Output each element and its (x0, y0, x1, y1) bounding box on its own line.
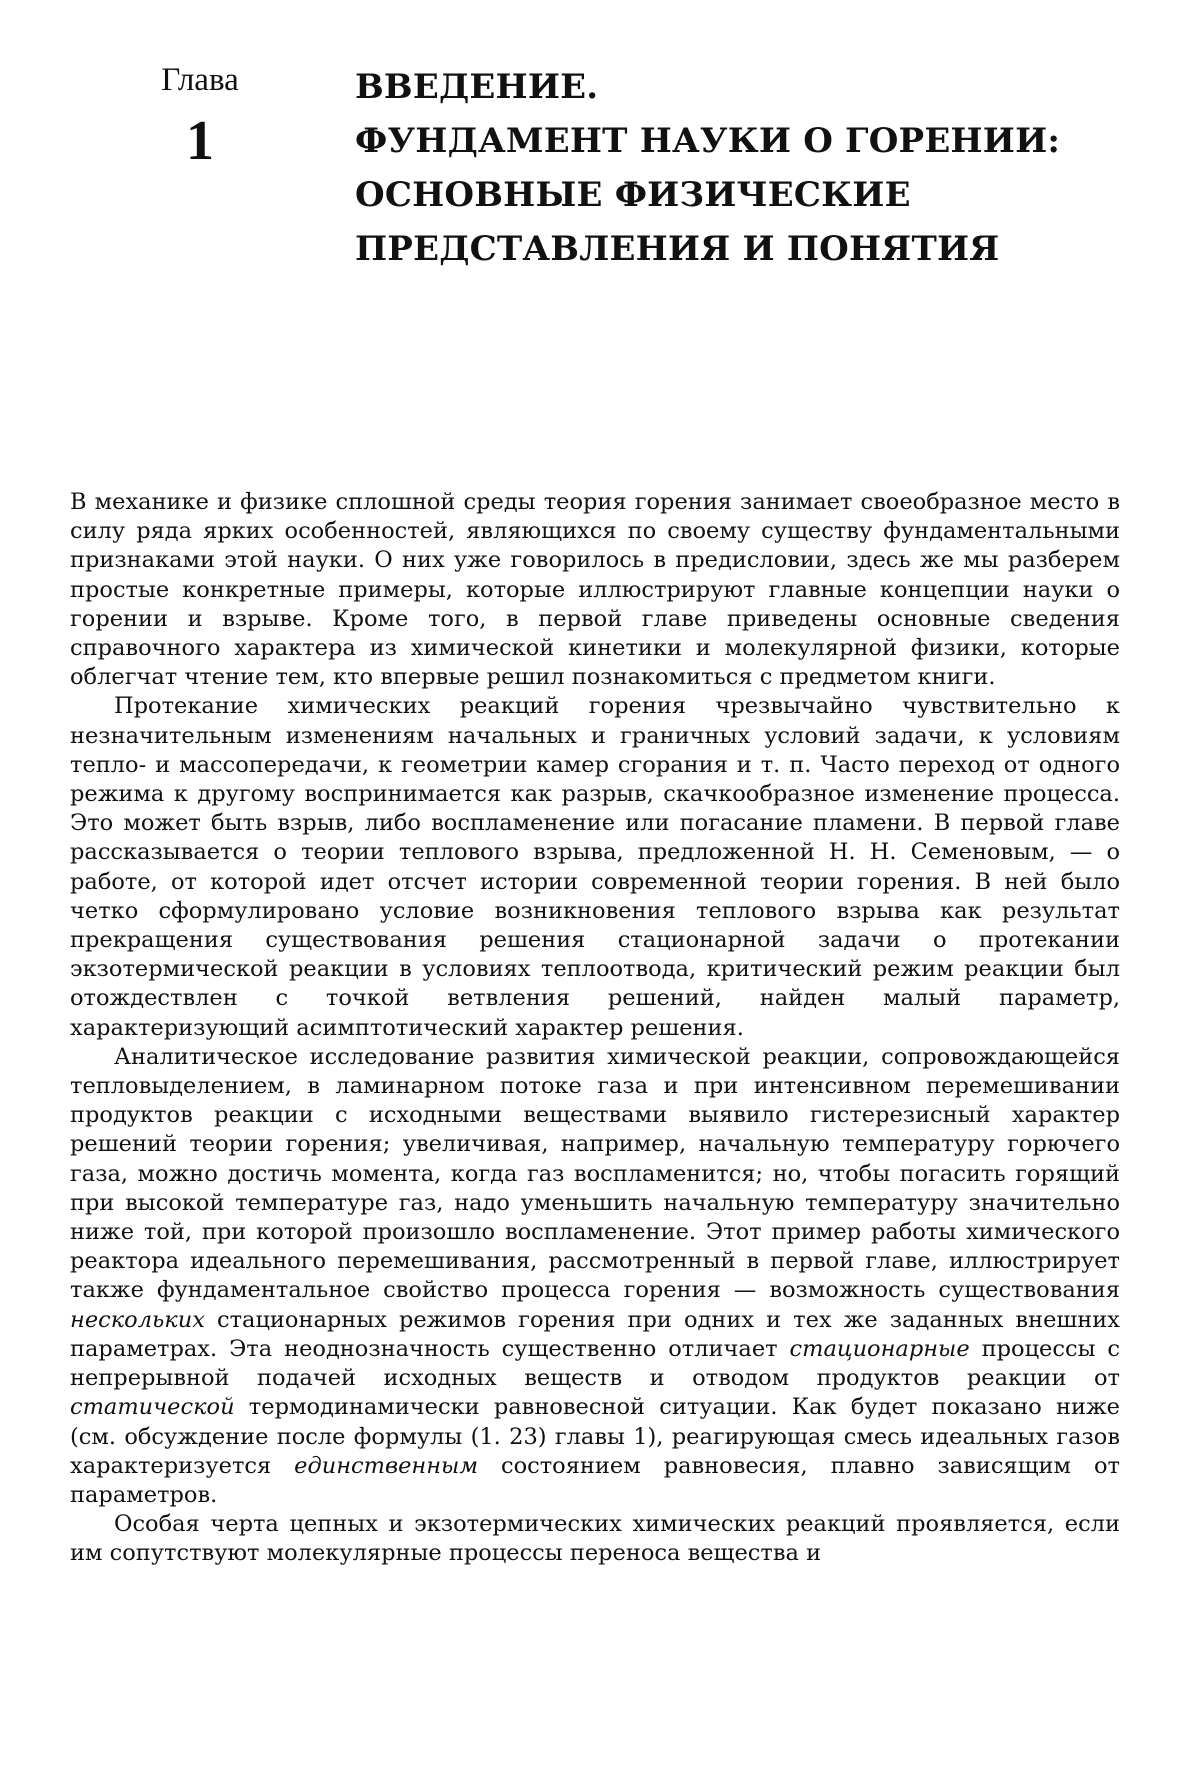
title-line-2: ФУНДАМЕНТ НАУКИ О ГОРЕНИИ: (355, 121, 1061, 161)
paragraph-4: Особая черта цепных и экзотермических химических реакций проявляется, если им сопутствуют молекулярные процессы переноса вещества и (70, 1511, 1120, 1567)
paragraph-3-text-a: Аналитическое исследование развития химической реакции, сопровождающейся тепловыделением, в ламинарном потоке газа и при интенсивном перемешивании продуктов реакции с исходными веществами выявило гистерезисный характер решений теории горения; увеличивая, например, начальную температуру горючего газа, можно достичь момента, когда газ воспламенится; но, чтобы погасить горящий при высокой температуре газ, надо уменьшить начальную температуру значительно ниже той, при которой произошло воспламенение. Этот пример работы химического реактора идеального перемешивания, рассмотренный в первой главе, иллюстрирует также фундаментальное свойство процесса горения — возможность существования (70, 1043, 1120, 1304)
title-line-4: ПРЕДСТАВЛЕНИЯ И ПОНЯТИЯ (355, 229, 1000, 269)
paragraph-3-text-d: термодинамически равновесной ситуации. Как будет показано ниже (см. обсуждение после формулы (1. 23) главы 1), реагирующая смесь идеальных газов характеризуется (70, 1394, 1120, 1479)
paragraph-3 (70, 1043, 1120, 1510)
paragraph-3-text-b: стационарных режимов горения при одних и тех же заданных внешних параметрах. Эта неоднозначность существенно отличает (70, 1306, 1120, 1362)
paragraph-2: Протекание химических реакций горения чрезвычайно чувствительно к незначительным изменениям начальных и граничных условий задачи, к условиям тепло- и массопередачи, к геометрии камер сгорания и т. п. Часто переход от одного режима к другому воспринимается как разрыв, скачкообразное изменение процесса. Это может быть взрыв, либо воспламенение или погасание пламени. В первой главе рассказывается о теории теплового взрыва, предложенной Н. Н. Семеновым, — о работе, от которой идет отсчет истории современной теории горения. В ней было четко сформулировано условие возникновения теплового взрыва как результат прекращения существования решения стационарной задачи о протекании экзотермической реакции в условиях теплоотвода, критический режим реакции был отождествлен с точкой ветвления решений, найден малый параметр, характеризующий асимптотический характер решения. (70, 693, 1120, 1041)
emphasis-stationary: стационарные (789, 1335, 970, 1362)
chapter-word: Глава (161, 62, 239, 98)
chapter-label (140, 60, 260, 172)
chapter-number: 1 (186, 110, 214, 172)
paragraph-1: В механике и физике сплошной среды теория горения занимает своеобразное место в силу ряда ярких особенностей, являющихся по своему существу фундаментальными признаками этой науки. О них уже говорилось в предисловии, здесь же мы разберем простые конкретные примеры, которые иллюстрируют главные концепции науки о горении и взрыве. Кроме того, в первой главе приведены основные сведения справочного характера из химической кинетики и молекулярной физики, которые облегчат чтение тем, кто впервые решил познакомиться с предметом книги. (70, 489, 1120, 691)
paragraph-3-text-e: состоянием равновесия, плавно зависящим от параметров. (70, 1452, 1120, 1508)
title-line-3: ОСНОВНЫЕ ФИЗИЧЕСКИЕ (355, 175, 911, 215)
body-text (70, 488, 1120, 1569)
chapter-title (355, 60, 1115, 276)
emphasis-static: статической (70, 1394, 235, 1421)
emphasis-unique: единственным (294, 1452, 479, 1479)
title-line-1: ВВЕДЕНИЕ. (355, 67, 599, 107)
paragraph-3-text-c: процессы с непрерывной подачей исходных веществ и отводом продуктов реакции от (70, 1335, 1121, 1392)
emphasis-several: нескольких (70, 1306, 205, 1333)
